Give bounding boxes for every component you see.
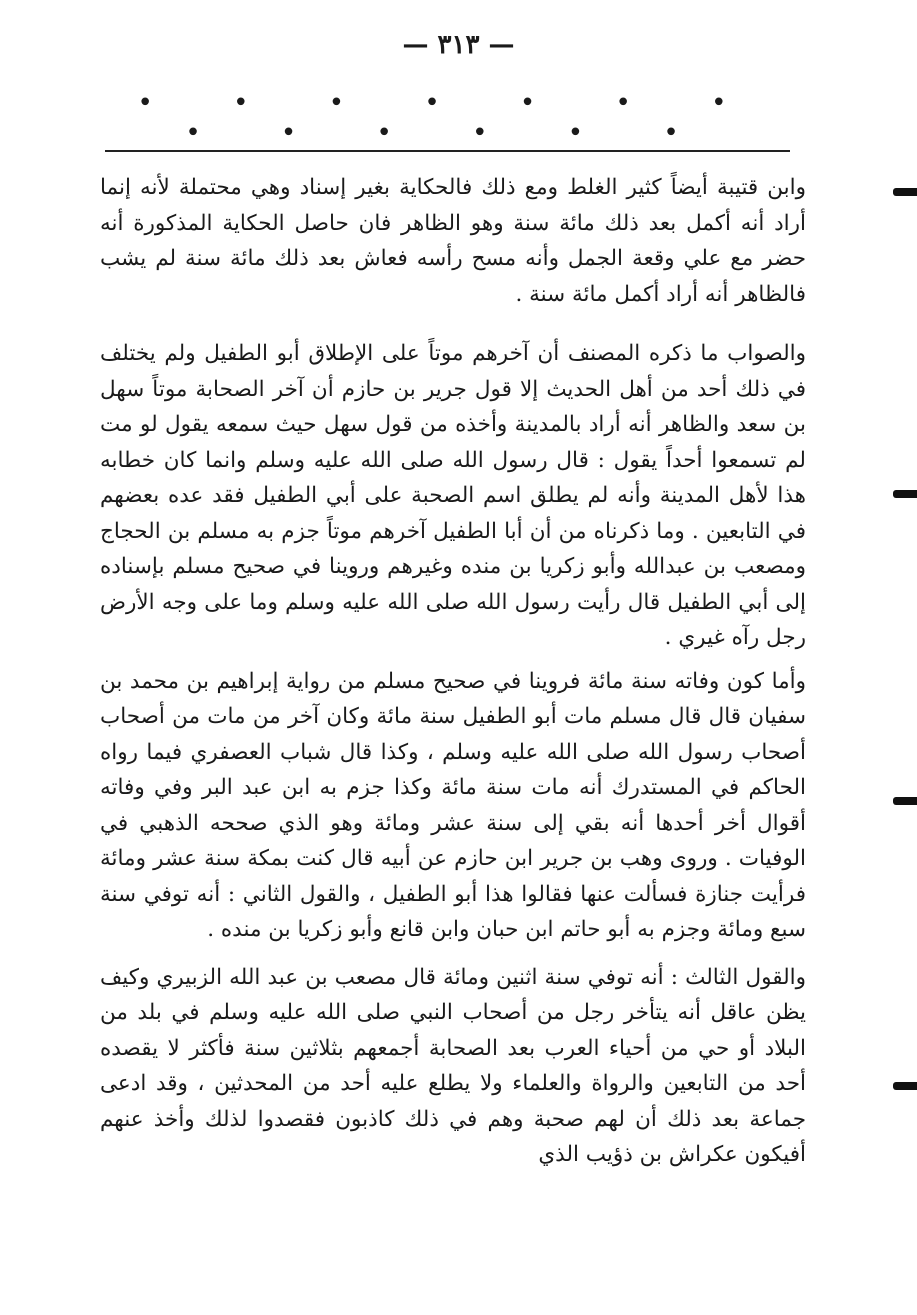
paragraph-2: والصواب ما ذكره المصنف أن آخرهم موتاً على الإطلاق أبو الطفيل ولم يختلف في ذلك أحد من أهل الحديث إلا قول جرير بن حازم أن آخر الصحابة موتاً سهل بن سعد والظاهر أنه أراد بالمدينة وأخذه من قول سهل حيث سمعه يقول لو مت لم تسمعوا أحداً يقول : قال رسول الله صلى الله عليه وسلم وانما كان خطابه هذا لأهل المدينة وأنه لم يطلق اسم الصحبة على أبي الطفيل فقد عده بعضهم في التابعين . وما ذكرناه من أن أبا الطفيل آخرهم موتاً جزم به مسلم بن الحجاج ومصعب بن عبدالله وأبو زكريا بن منده وغيرهم وروينا في صحيح مسلم بإسناده إلى أبي الطفيل قال رأيت رسول الله صلى الله عليه وسلم وما على وجه الأرض رجل رآه غيري . (100, 341, 806, 650)
paragraph-4: والقول الثالث : أنه توفي سنة اثنين ومائة قال مصعب بن عبد الله الزبيري وكيف يظن عاقل أنه يتأخر رجل من أصحاب النبي صلى الله عليه وسلم في بلد من البلاد أو حي من أحياء العرب بعد الصحابة أجمعهم بثلاثين سنة فأكثر لا يقصده أحد من التابعين والرواة والعلماء ولا يطلع عليه أحد من المحدثين ، وقد ادعى جماعة بعد ذلك أن لهم صحبة وهم في ذلك كاذبون فقصدوا لذلك وأخذ عنهم أفيكون عكراش بن ذؤيب الذي (100, 964, 806, 1167)
margin-mark (893, 188, 917, 196)
margin-mark (893, 797, 917, 805)
separator-dots: • • • • • • • • • • • • • (137, 88, 763, 148)
margin-mark (893, 1082, 917, 1090)
page-body (100, 170, 806, 1197)
page-number: — ٣١٣ — (402, 30, 515, 60)
paragraph-1: وابن قتيبة أيضاً كثير الغلط ومع ذلك فالحكاية بغير إسناد وهي محتملة لأنه إنما أراد أنه أكمل بعد ذلك مائة سنة وهو الظاهر فان حاصل الحكاية المذكورة أنه حضر مع علي وقعة الجمل وأنه مسح رأسه فعاش بعد ذلك مائة سنة لم يشب فالظاهر أنه أراد أكمل مائة سنة . (100, 175, 806, 307)
paragraph-3: وأما كون وفاته سنة مائة فروينا في صحيح مسلم من رواية إبراهيم بن محمد بن سفيان قال قال مسلم مات أبو الطفيل سنة مائة وكان آخر من مات من أصحاب أصحاب رسول الله صلى الله عليه وسلم ، وكذا قال شباب العصفري فيما رواه الحاكم في المستدرك أنه مات سنة مائة وكذا جزم به ابن عبد البر وفي وفاته أقوال أخر أحدها أنه بقي إلى سنة عشر ومائة وهو الذي صححه الذهبي في الوفيات . وروى وهب بن جرير ابن حازم عن أبيه قال كنت بمكة سنة عشر ومائة فرأيت جنازة فسألت عنها فقالوا هذا أبو الطفيل ، والقول الثاني : أنه توفي سنة سبع ومائة وجزم به أبو حاتم ابن حبان وابن قانع وأبو زكريا بن منده . (100, 668, 806, 942)
margin-mark (893, 490, 917, 498)
header-rule (105, 150, 790, 152)
